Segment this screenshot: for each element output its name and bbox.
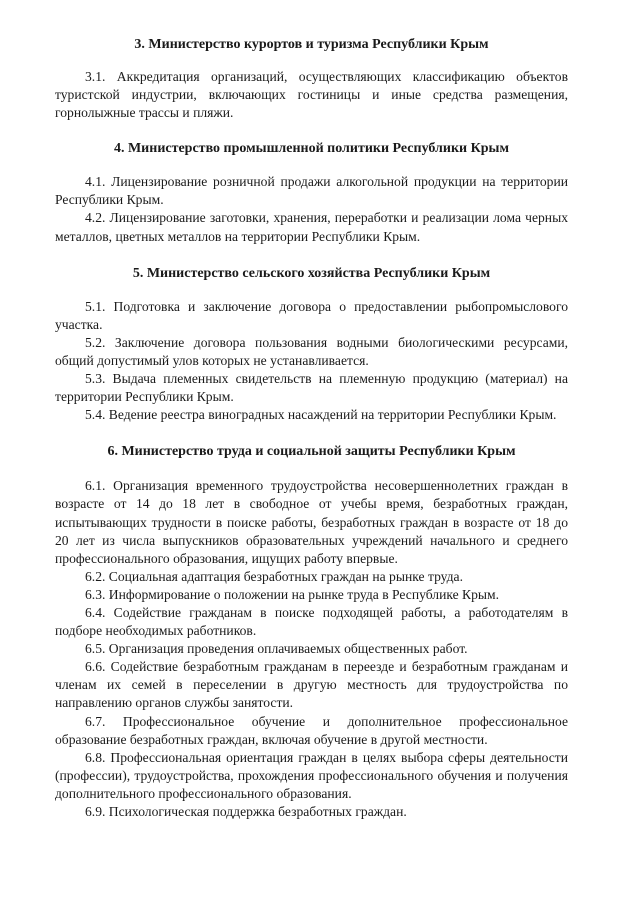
list-item: 6.3. Информирование о положении на рынке труда в Республике Крым. [85, 586, 500, 602]
section-title: 5. Министерство сельского хозяйства Республики Крым [132, 265, 491, 281]
list-item: 4.1. Лицензирование розничной продажи алкогольной продукции на территории Республики Крым. [55, 174, 568, 208]
section-title: 6. Министерство труда и социальной защиты Республики Крым [107, 444, 516, 460]
list-item: 6.6. Содействие безработным гражданам в переезде и безработным гражданам и членам их семей в переселении в другую местность для трудоустройства по направлению органов службы занятости. [55, 659, 568, 711]
section-ministry-labor-social [55, 443, 568, 821]
list-item: 5.1. Подготовка и заключение договора о предоставлении рыбопромыслового участка. [55, 298, 568, 332]
list-item: 5.3. Выдача племенных свидетельств на племенную продукцию (материал) на территории Республики Крым. [55, 371, 568, 405]
list-item: 6.8. Профессиональная ориентация граждан в целях выбора сферы деятельности (профессии), трудоустройства, прохождения профессионального обучения и получения дополнительного профессионального образования. [55, 749, 568, 801]
section-ministry-industrial-policy [55, 140, 568, 245]
section-ministry-resorts-tourism [55, 36, 568, 122]
section-title: 4. Министерство промышленной политики Республики Крым [113, 141, 510, 157]
list-item: 5.2. Заключение договора пользования водными биологическими ресурсами, общий допустимый улов которых не устанавливается. [55, 334, 568, 368]
list-item: 6.1. Организация временного трудоустройства несовершеннолетних граждан в возрасте от 14 до 18 лет в свободное от учебы время, безработных граждан, испытывающих трудности в поиске работы, безработных граждан в возрасте от 18 до 20 лет из числа выпускников образовательных учреждений начального и среднего профессионального образования, ищущих работу впервые. [55, 478, 568, 566]
list-item: 5.4. Ведение реестра виноградных насаждений на территории Республики Крым. [85, 407, 557, 423]
list-item: 6.5. Организация проведения оплачиваемых общественных работ. [85, 641, 468, 657]
list-item: 6.4. Содействие гражданам в поиске подходящей работы, а работодателям в подборе необходимых работников. [55, 604, 568, 639]
list-item: 6.7. Профессиональное обучение и дополнительное профессиональное образование безработных граждан, включая обучение в другой местности. [55, 713, 568, 747]
list-item: 3.1. Аккредитация организаций, осуществляющих классификацию объектов туристской индустрии, включающих гостиницы и иные средства размещения, горнолыжные трассы и пляжи. [55, 69, 568, 121]
list-item: 6.2. Социальная адаптация безработных граждан на рынке труда. [85, 568, 463, 584]
section-ministry-agriculture [55, 265, 568, 425]
list-item: 6.9. Психологическая поддержка безработных граждан. [85, 804, 407, 819]
document-page [55, 36, 568, 821]
section-title: 3. Министерство курортов и туризма Республики Крым [134, 37, 489, 52]
list-item: 4.2. Лицензирование заготовки, хранения, переработки и реализации лома черных металлов, цветных металлов на территории Республики Крым. [55, 210, 568, 244]
